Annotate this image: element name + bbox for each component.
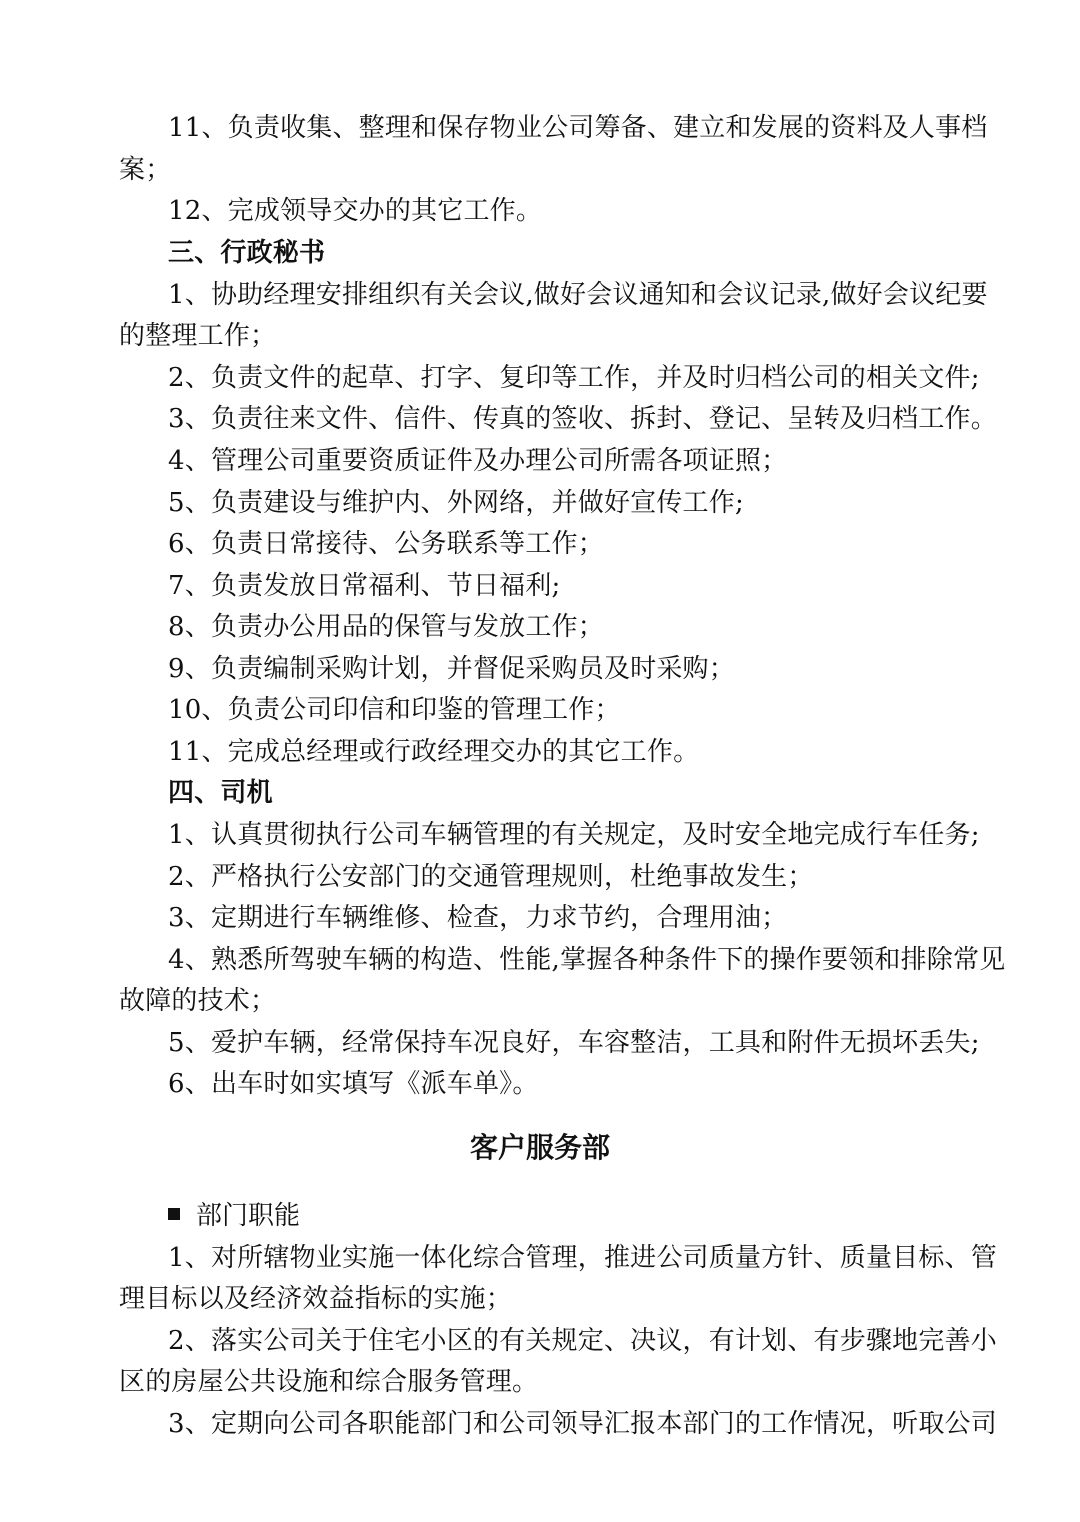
secretary-item-2: 2、负责文件的起草、打字、复印等工作，并及时归档公司的相关文件; — [168, 363, 980, 393]
secretary-item-1-line1: 1、协助经理安排组织有关会议,做好会议通知和会议记录,做好会议纪要 — [168, 280, 988, 310]
admin-item-11-line2: 案； — [119, 155, 172, 185]
cs-item-1-line1: 1、对所辖物业实施一体化综合管理，推进公司质量方针、质量目标、管 — [168, 1243, 997, 1273]
department-function-label: 部门职能 — [196, 1201, 301, 1231]
square-bullet-icon — [168, 1208, 180, 1220]
admin-item-12: 12、完成领导交办的其它工作。 — [168, 196, 543, 226]
secretary-item-10: 10、负责公司印信和印鉴的管理工作； — [168, 695, 621, 725]
driver-item-4-line2: 故障的技术； — [119, 986, 277, 1016]
secretary-heading: 三、行政秘书 — [168, 238, 326, 268]
secretary-item-5: 5、负责建设与维护内、外网络，并做好宣传工作; — [168, 488, 744, 518]
secretary-item-1-line2: 的整理工作； — [119, 321, 277, 351]
secretary-item-9: 9、负责编制采购计划，并督促采购员及时采购； — [168, 654, 735, 684]
secretary-item-4: 4、管理公司重要资质证件及办理公司所需各项证照； — [168, 446, 788, 476]
driver-item-4-line1: 4、熟悉所驾驶车辆的构造、性能,掌握各种条件下的操作要领和排除常见 — [168, 945, 1006, 975]
secretary-item-3: 3、负责往来文件、信件、传真的签收、拆封、登记、呈转及归档工作。 — [168, 404, 997, 434]
cs-item-2-line2: 区的房屋公共设施和综合服务管理。 — [119, 1367, 539, 1397]
driver-heading: 四、司机 — [168, 778, 273, 808]
department-function-row — [168, 1195, 300, 1237]
driver-item-5: 5、爱护车辆，经常保持车况良好，车容整洁，工具和附件无损坏丢失; — [168, 1028, 980, 1058]
admin-item-11-line1: 11、负责收集、整理和保存物业公司筹备、建立和发展的资料及人事档 — [168, 113, 988, 143]
cs-item-2-line1: 2、落实公司关于住宅小区的有关规定、决议，有计划、有步骤地完善小 — [168, 1326, 997, 1356]
secretary-item-7: 7、负责发放日常福利、节日福利; — [168, 571, 561, 601]
cs-item-1-line2: 理目标以及经济效益指标的实施； — [119, 1284, 513, 1314]
cs-item-3-line1: 3、定期向公司各职能部门和公司领导汇报本部门的工作情况，听取公司 — [168, 1409, 997, 1439]
customer-service-title: 客户服务部 — [469, 1131, 610, 1164]
secretary-item-8: 8、负责办公用品的保管与发放工作； — [168, 612, 604, 642]
secretary-item-6: 6、负责日常接待、公务联系等工作； — [168, 529, 604, 559]
driver-item-3: 3、定期进行车辆维修、检查，力求节约，合理用油； — [168, 903, 788, 933]
driver-item-1: 1、认真贯彻执行公司车辆管理的有关规定，及时安全地完成行车任务; — [168, 820, 980, 850]
driver-item-6: 6、出车时如实填写《派车单》。 — [168, 1069, 539, 1099]
driver-item-2: 2、严格执行公安部门的交通管理规则，杜绝事故发生； — [168, 862, 814, 892]
secretary-item-11: 11、完成总经理或行政经理交办的其它工作。 — [168, 737, 700, 767]
